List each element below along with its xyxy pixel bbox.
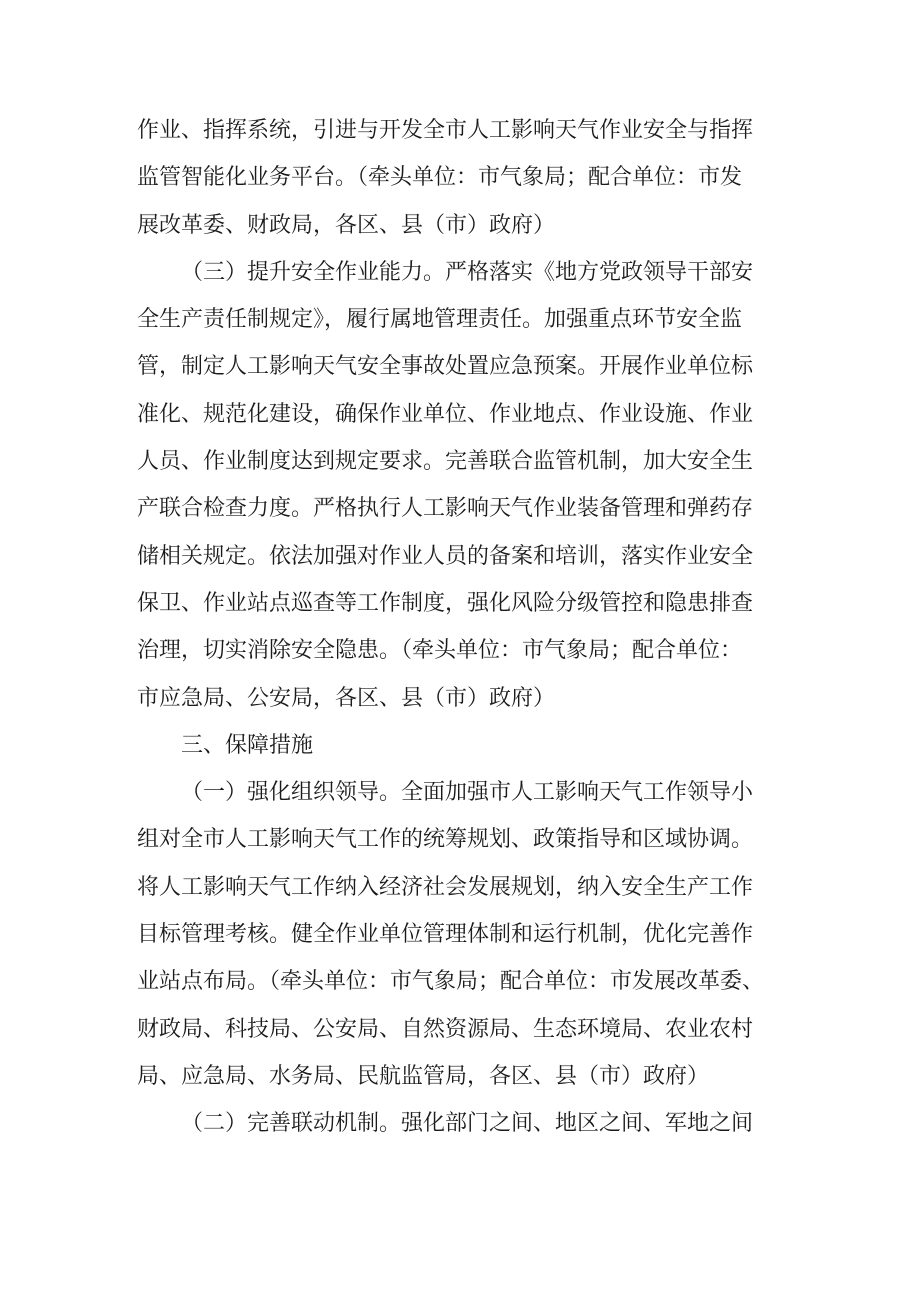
text-line: 作业、指挥系统，引进与开发全市人工影响天气作业安全与指挥 (137, 118, 754, 143)
text-line: 监管智能化业务平台。（牵头单位：市气象局；配合单位：市发 (137, 165, 743, 191)
paragraph-heading-2: （二）完善联动机制。强化部门之间、地区之间、军地之间 (181, 1111, 754, 1137)
text-line: 展改革委、财政局，各区、县（市）政府） (137, 212, 556, 238)
text-line: 人员、作业制度达到规定要求。完善联合监管机制，加大安全生 (137, 449, 754, 475)
text-line: 局、应急局、水务局、民航监管局，各区、县（市）政府） (137, 1063, 710, 1089)
text-line: 财政局、科技局、公安局、自然资源局、生态环境局、农业农村 (137, 1016, 754, 1042)
paragraph-heading-3: （三）提升安全作业能力。严格落实《地方党政领导干部安 (181, 259, 754, 285)
text-line: 管，制定人工影响天气安全事故处置应急预案。开展作业单位标 (137, 354, 754, 380)
text-line: 准化、规范化建设，确保作业单位、作业地点、作业设施、作业 (137, 401, 754, 427)
text-line: 治理，切实消除安全隐患。（牵头单位：市气象局；配合单位： (137, 638, 743, 664)
text-line: 储相关规定。依法加强对作业人员的备案和培训，落实作业安全 (137, 543, 754, 569)
text-line: 目标管理考核。健全作业单位管理体制和运行机制，优化完善作 (137, 922, 754, 948)
text-line: 组对全市人工影响天气工作的统筹规划、政策指导和区域协调。 (137, 827, 754, 853)
text-line: 全生产责任制规定》，履行属地管理责任。加强重点环节安全监 (137, 307, 743, 333)
text-line: 产联合检查力度。严格执行人工影响天气作业装备管理和弹药存 (137, 496, 754, 522)
body-text (137, 107, 797, 1148)
paragraph-heading-1: （一）强化组织领导。全面加强市人工影响天气工作领导小 (181, 780, 754, 806)
text-line: 保卫、作业站点巡查等工作制度，强化风险分级管控和隐患排查 (137, 590, 754, 616)
section-heading: 三、保障措施 (181, 732, 314, 758)
text-line: 将人工影响天气工作纳入经济社会发展规划，纳入安全生产工作 (137, 874, 754, 900)
text-line: 市应急局、公安局，各区、县（市）政府） (137, 685, 556, 711)
text-line: 业站点布局。（牵头单位：市气象局；配合单位：市发展改革委、 (137, 969, 765, 995)
